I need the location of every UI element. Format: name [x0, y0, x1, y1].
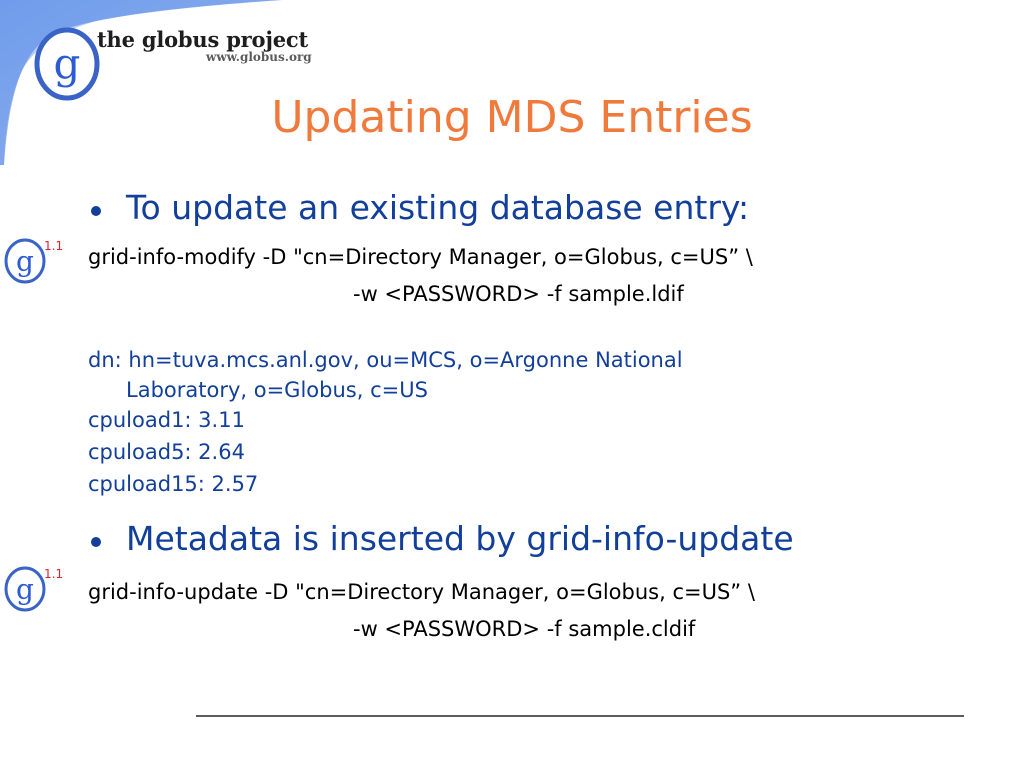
globus-logo-icon	[34, 26, 100, 102]
ldif-line: Laboratory, o=Globus, c=US	[126, 378, 428, 402]
command-line: grid-info-update -D "cn=Directory Manager, o=Globus, c=US” \	[88, 580, 755, 604]
logo-title: the globus project	[97, 27, 308, 52]
bullet-1-text: To update an existing database entry:	[126, 188, 750, 227]
command-line-continuation: -w <PASSWORD> -f sample.cldif	[353, 617, 696, 641]
command-line: grid-info-modify -D "cn=Directory Manager, o=Globus, c=US” \	[88, 245, 753, 269]
globus-g-icon	[3, 565, 47, 613]
badge-version-label: 1.1	[44, 239, 64, 253]
version-badge	[3, 237, 64, 289]
badge-version-label: 1.1	[44, 567, 64, 581]
logo-url: www.globus.org	[206, 50, 312, 64]
ldif-line: cpuload5: 2.64	[88, 440, 245, 464]
bullet-dot	[91, 537, 101, 547]
svg-text:g: g	[16, 573, 34, 606]
bullet-dot	[91, 206, 101, 216]
globus-g-icon	[3, 237, 47, 285]
version-badge	[3, 565, 64, 617]
slide-title: Updating MDS Entries	[271, 92, 753, 143]
ldif-line: dn: hn=tuva.mcs.anl.gov, ou=MCS, o=Argonne National	[88, 348, 683, 372]
bullet-2-text: Metadata is inserted by grid-info-update	[126, 519, 794, 558]
ldif-line: cpuload15: 2.57	[88, 472, 259, 496]
ldif-line: cpuload1: 3.11	[88, 408, 245, 432]
footer-divider	[196, 715, 964, 717]
command-line-continuation: -w <PASSWORD> -f sample.ldif	[353, 282, 684, 306]
svg-text:g: g	[53, 39, 81, 88]
svg-text:g: g	[16, 245, 34, 278]
